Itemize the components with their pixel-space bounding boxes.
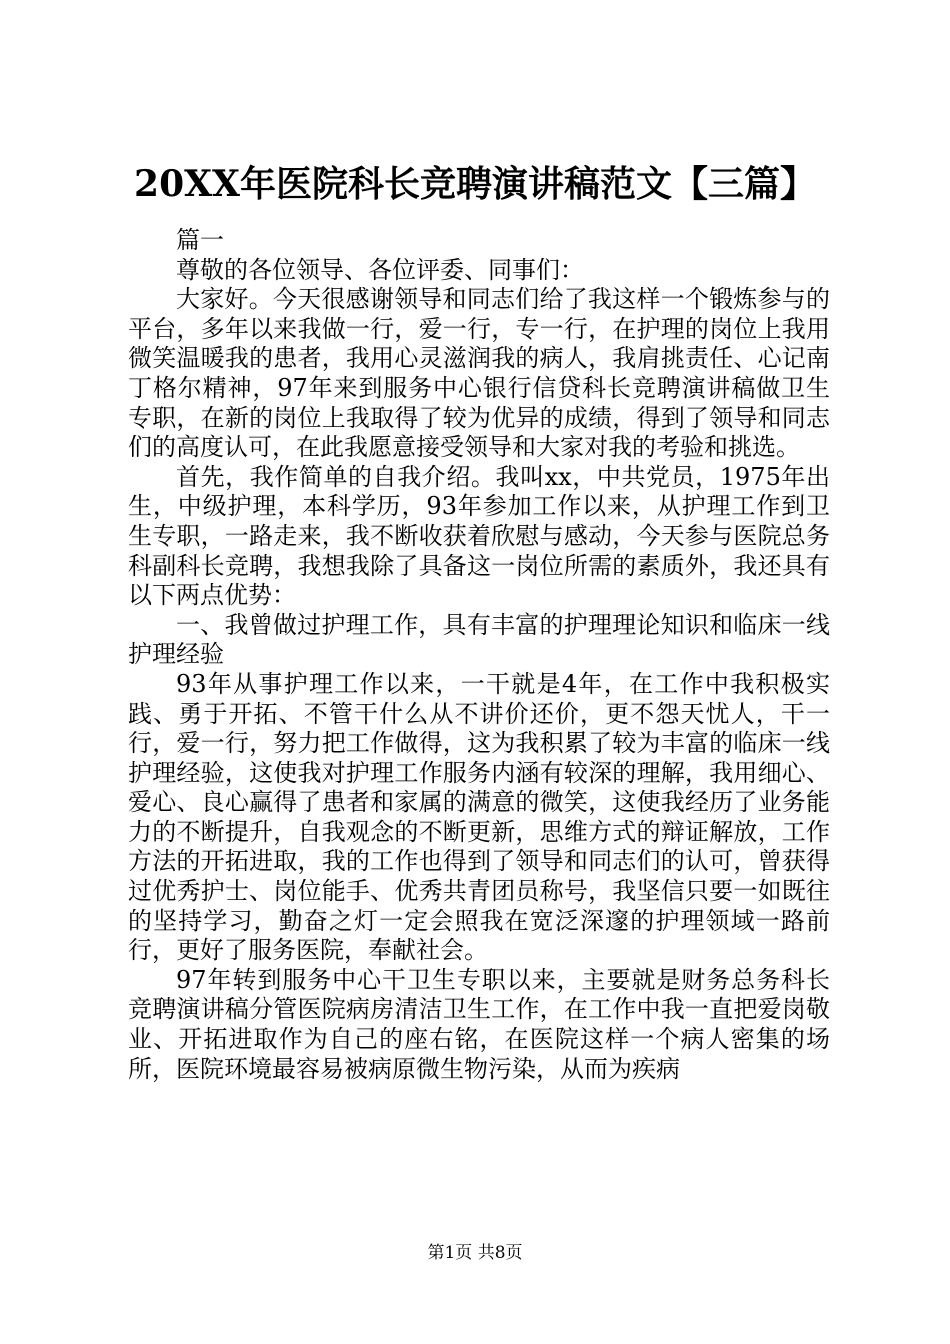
paragraph: 93年从事护理工作以来，一干就是4年，在工作中我积极实践、勇于开拓、不管干什么从不讲价还价，更不怨天忧人，干一行，爱一行，努力把工作做得，这为我积累了较为丰富的临床一线护理经验，这使我对护理工作服务内涵有较深的理解，我用细心、爱心、良心赢得了患者和家属的满意的微笑，这使我经历了业务能力的不断提升，自我观念的不断更新，思维方式的辩证解放，工作方法的开拓进取，我的工作也得到了领导和同志们的认可，曾获得过优秀护士、岗位能手、优秀共青团员称号，我坚信只要一如既往的坚持学习，勤奋之灯一定会照我在宽泛深邃的护理领域一路前行，更好了服务医院，奉献社会。 [128, 669, 830, 965]
paragraph: 首先，我作简单的自我介绍。我叫xx，中共党员，1975年出生，中级护理，本科学历，93年参加工作以来，从护理工作到卫生专职，一路走来，我不断收获着欣慰与感动，今天参与医院总务科副科长竞聘，我想我除了具备这一岗位所需的素质外，我还具有以下两点优势： [128, 462, 830, 610]
subsection-heading: 一、我曾做过护理工作，具有丰富的护理理论知识和临床一线护理经验 [128, 610, 830, 669]
section-heading: 篇一 [176, 226, 224, 254]
salutation: 尊敬的各位领导、各位评委、同事们： [176, 255, 584, 284]
document-title: 20XX年医院科长竞聘演讲稿范文【三篇】 [134, 163, 816, 205]
page-number: 第1页 共8页 [427, 1243, 523, 1263]
paragraph: 97年转到服务中心干卫生专职以来，主要就是财务总务科长竞聘演讲稿分管医院病房清洁卫生工作，在工作中我一直把爱岗敬业、开拓进取作为自己的座右铭，在医院这样一个病人密集的场所，医院环境最容易被病原微生物污染，从而为疾病 [128, 965, 830, 1083]
paragraph: 大家好。今天很感谢领导和同志们给了我这样一个锻炼参与的平台，多年以来我做一行，爱一行，专一行，在护理的岗位上我用微笑温暖我的患者，我用心灵滋润我的病人，我肩挑责任、心记南丁格尔精神，97年来到服务中心银行信贷科长竞聘演讲稿做卫生专职，在新的岗位上我取得了较为优异的成绩，得到了领导和同志们的高度认可，在此我愿意接受领导和大家对我的考验和挑选。 [128, 285, 830, 462]
document-body [128, 226, 830, 1084]
